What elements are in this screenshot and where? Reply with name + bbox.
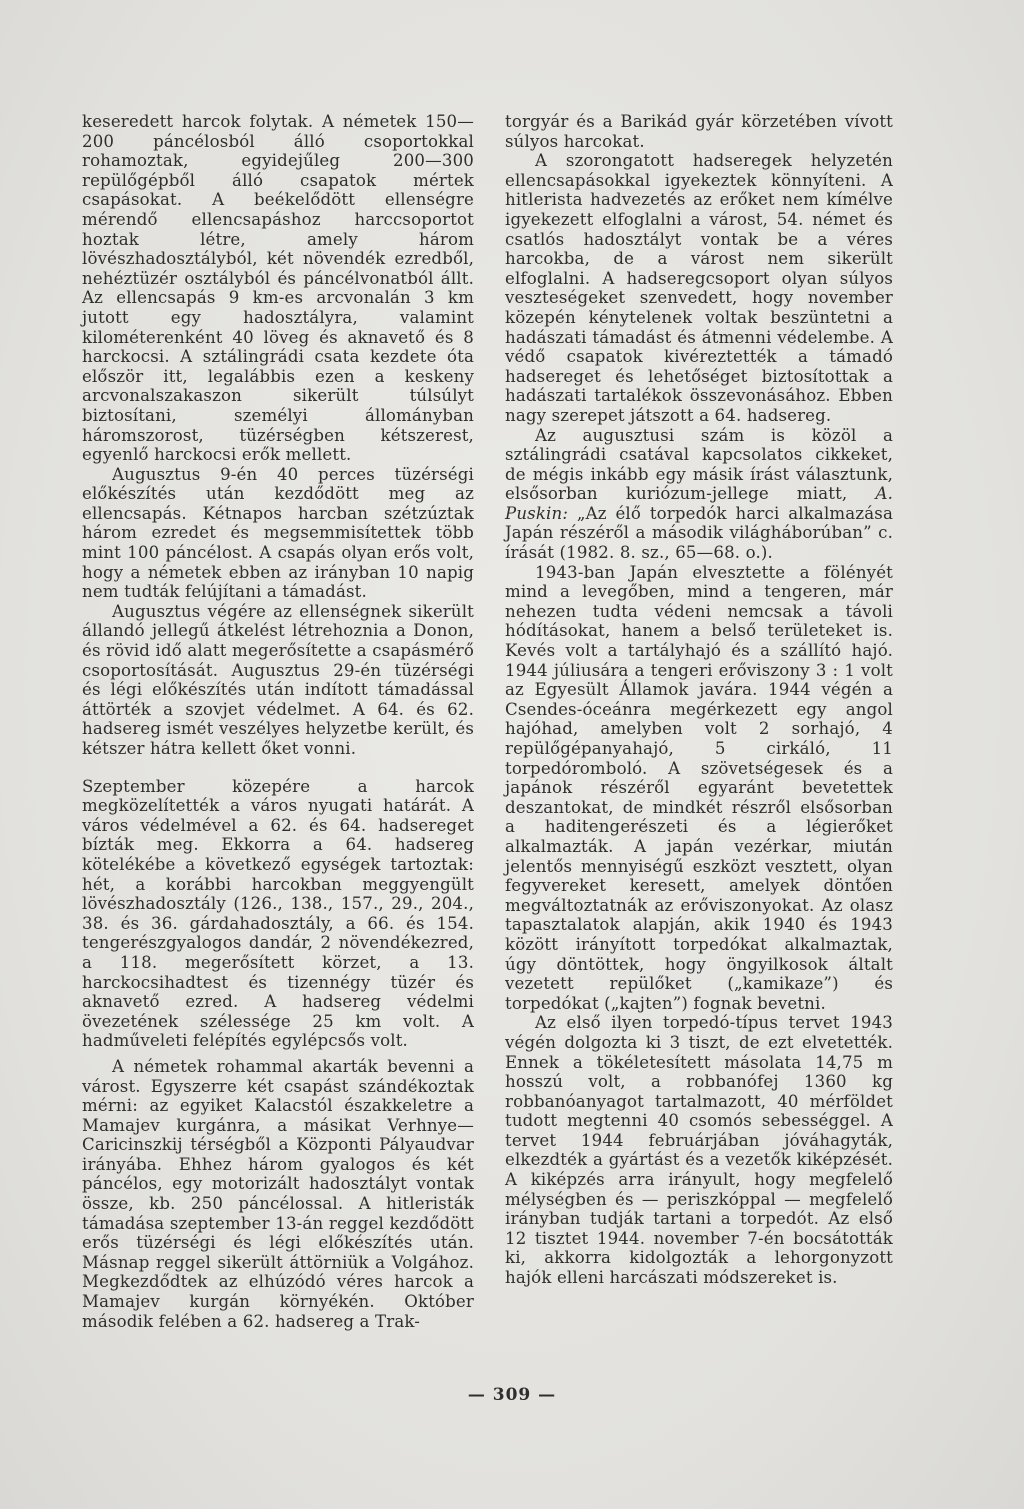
paragraph: torgyár és a Barikád gyár körzetében vívott súlyos harcokat. — [505, 112, 893, 151]
paragraph-text: Az augusztusi szám is közöl a sztálingrádi csatával kapcsolatos cikkeket, de mégis inkább egy másik írást választunk, elsősorban kuriózum-jellege miatt, — [505, 425, 893, 504]
paragraph: Szeptember közepére a harcok megközelítették a város nyugati határát. A város védelmével a 62. és 64. hadsereget bízták meg. Ekkorra a 64. hadsereg kötelékébe a következő egységek tartoztak: hét, a korábbi harcokban meggyengült lövészhadosztály (126., 138., 157., 29., 204., 38. és 36. gárdahadosztály, a 66. és 154. tengerészgyalogos dandár, 2 növendékezred, a 118. megerősített körzet, a 13. harckocsihadtest és tizennégy tüzér és aknavető ezred. A hadsereg védelmi övezetének szélessége 25 km volt. A hadműveleti felépítés egylépcsős volt. — [82, 776, 474, 1051]
paragraph — [505, 426, 893, 563]
author-name: A. Puskin: — [505, 484, 893, 523]
paragraph: Augusztus végére az ellenségnek sikerült állandó jellegű átkelést létrehoznia a Donon, és rövid idő alatt megerősítette a csapásmérő csoportosítását. Augusztus 29-én tüzérségi és légi előkészítés után indított támadással áttörték a szovjet védelmet. A 64. és 62. hadsereg ismét veszélyes helyzetbe került, és kétszer hátra kellett őket vonni. — [82, 601, 474, 758]
paragraph: keseredett harcok folytak. A németek 150—200 páncélosból álló csoportokkal rohamoztak, egyidejűleg 200—300 repülőgépből álló csapatok mértek csapásokat. A beékelődött ellenségre mérendő ellencsapáshoz harccsoportot hoztak létre, amely három lövészhadosztályból, két növendék ezredből, nehéztüzér osztályból és páncélvonatból állt. Az ellencsapás 9 km-es arcvonalán 3 km jutott egy hadosztályra, valamint kilométerenként 40 löveg és aknavető és 8 harckocsi. A sztálingrádi csata kezdete óta először itt, legalábbis ezen a keskeny arcvonalszakaszon sikerült túlsúlyt biztosítani, személyi állományban háromszorost, tüzérségben kétszerest, egyenlő harckocsi erők mellett. — [82, 112, 474, 465]
paragraph: Augusztus 9-én 40 perces tüzérségi előkészítés után kezdődött meg az ellencsapás. Kétnapos harcban szétzúztak három ezredet és megsemmisítettek több mint 100 páncélost. A csapás olyan erős volt, hogy a németek ebben az irányban 10 napig nem tudták felújítani a támadást. — [82, 464, 474, 602]
page-number: — 309 — — [467, 1385, 557, 1405]
right-column — [505, 112, 893, 1288]
paragraph: A szorongatott hadseregek helyzetén ellencsapásokkal igyekeztek könnyíteni. A hitlerista hadvezetés az erőket nem kímélve igyekezett elfoglalni a várost, 54. német és csatlós hadosztályt vontak be a véres harcokba, de a várost nem sikerült elfoglalni. A hadseregcsoport olyan súlyos veszteségeket szenvedett, hogy november közepén kénytelenek voltak beszüntetni a hadászati támadást és átmenni védelembe. A védő csapatok kivéreztették a támadó hadsereget és lehetőséget biztosítottak a hadászati tartalékok összevonásához. Ebben nagy szerepet játszott a 64. hadsereg. — [505, 151, 893, 425]
paragraph: 1943-ban Japán elvesztette a fölényét mind a levegőben, mind a tengeren, már nehezen tudta védeni nemcsak a távoli hódításokat, hanem a belső területeket is. Kevés volt a tartályhajó és a szállító hajó. 1944 júliusára a tengeri erőviszony 3 : 1 volt az Egyesült Államok javára. 1944 végén a Csendes-óceánra megérkezett egy angol hajóhad, amelyben volt 2 sorhajó, 4 repülőgépanyahajó, 5 cirkáló, 11 torpedóromboló. A szövetségesek és a japánok részéről egyaránt bevetettek deszantokat, de mindkét részről elsősorban a haditengerészeti és a légierőket alkalmazták. A japán vezérkar, miután jelentős mennyiségű eszközt vesztett, olyan fegyvereket keresett, amelyek döntően megváltoztatnák az erőviszonyokat. Az olasz tapasztalatok alapján, akik 1940 és 1943 között irányított torpedókat alkalmaztak, úgy döntöttek, hogy öngyilkosok általt vezetett repülőket („kamikaze”) és torpedókat („kajten”) fognak bevetni. — [505, 562, 893, 1013]
paragraph-text: „Az élő torpedók harci alkalmazása Japán részéről a második világháborúban” c. írását (1982. 8. sz., 65—68. o.). — [505, 503, 893, 563]
left-column — [82, 112, 474, 1331]
paragraph: Az első ilyen torpedó-típus tervet 1943 végén dolgozta ki 3 tiszt, de ezt elvetették. Ennek a tökéletesített másolata 14,75 m hosszú volt, a robbanófej 1360 kg robbanóanyagot tartalmazott, 40 mérföldet tudott megtenni 40 csomós sebességgel. A tervet 1944 februárjában jóváhagyták, elkezdték a gyártást és a vezetők kiképzését. A kiképzés arra irányult, hogy megfelelő mélységben és — periszkóppal — megfelelő irányban tudják tartani a torpedót. Az első 12 tisztet 1944. november 7-én bocsátották ki, akkorra kidolgozták a lehorgonyzott hajók elleni harcászati módszereket is. — [505, 1013, 893, 1288]
paragraph: A németek rohammal akarták bevenni a várost. Egyszerre két csapást szándékoztak mérni: az egyiket Kalacstól északkeletre a Mamajev kurgánra, a másikat Verhnye—Caricinszkij térségből a Központi Pályaudvar irányába. Ehhez három gyalogos és két páncélos, egy motorizált hadosztályt vontak össze, kb. 250 páncélossal. A hitleristák támadása szeptember 13-án reggel kezdődött erős tüzérségi és légi előkészítés után. Másnap reggel sikerült áttörniük a Volgához. Megkezdődtek az elhúzódó véres harcok a Mamajev kurgán környékén. Október második felében a 62. hadsereg a Trak- — [82, 1056, 474, 1331]
